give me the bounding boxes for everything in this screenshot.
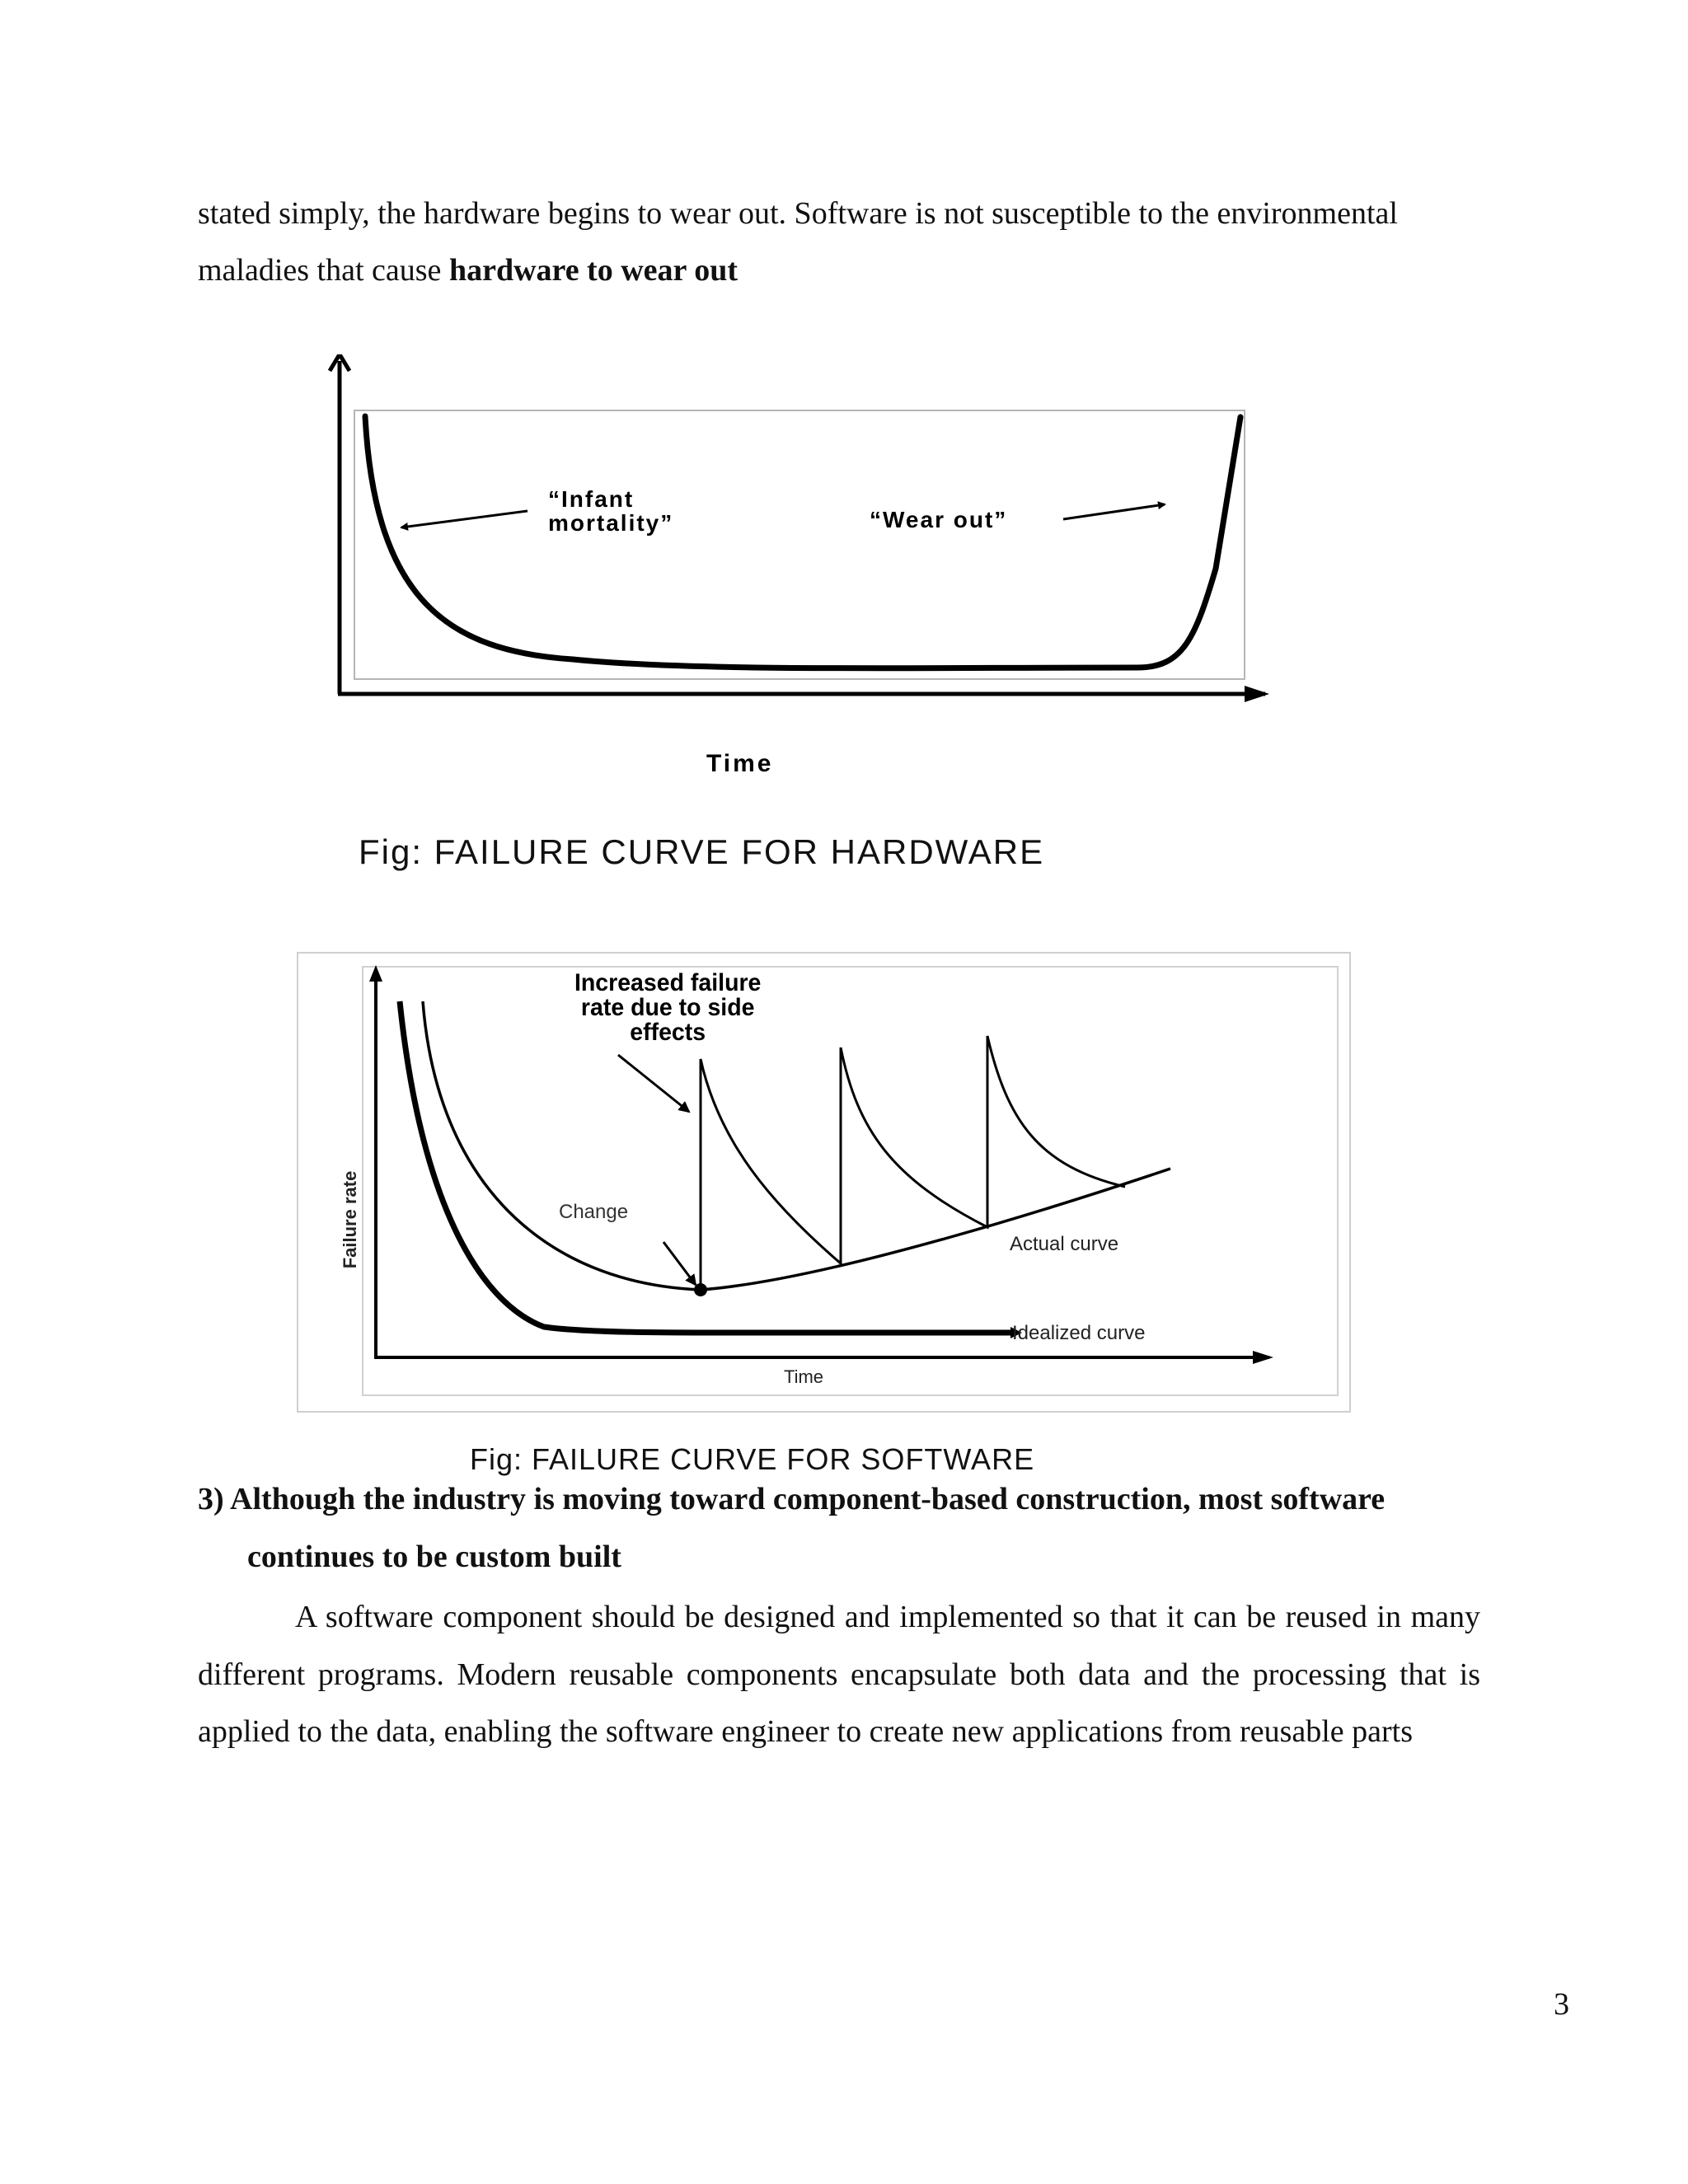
actual-curve-label: Actual curve xyxy=(1010,1233,1119,1255)
section-3-paragraph xyxy=(198,1589,1480,1761)
section-3-heading-line-1: 3) Although the industry is moving toward component-based construction, most software xyxy=(198,1482,1386,1516)
infant-label-line-2: mortality” xyxy=(548,510,674,536)
change-point xyxy=(694,1283,707,1296)
wear-out-label: “Wear out” xyxy=(870,507,1008,532)
increased-failure-label-line-3: effects xyxy=(630,1019,706,1047)
intro-line-2 xyxy=(198,246,738,294)
hardware-x-axis-arrow xyxy=(1245,686,1269,702)
increased-failure-label-line-1: Increased failure xyxy=(574,969,762,997)
infant-mortality-arrow xyxy=(401,511,528,527)
hardware-failure-curve-figure xyxy=(326,354,1298,799)
infant-label-line-1: “Infant xyxy=(548,486,635,512)
intro-line-2-bold: hardware to wear out xyxy=(448,253,738,288)
section-3-paragraph-text: A software component should be designed and implemented so that it can be reused in many different programs. Modern reusable components encapsulate both data and the processing that is applied to the data, enabling the software engineer to create new applications from reusable parts xyxy=(198,1600,1480,1749)
intro-line-2-text: maladies that cause xyxy=(198,253,449,288)
increased-failure-arrow xyxy=(618,1055,689,1112)
software-y-label: Failure rate xyxy=(340,1170,360,1269)
page-number: 3 xyxy=(1554,1987,1569,2022)
hardware-x-label: Time xyxy=(706,750,774,777)
hardware-plot-frame xyxy=(354,410,1245,679)
change-label: Change xyxy=(559,1201,629,1223)
section-3-heading-line-2: continues to be custom built xyxy=(247,1540,621,1574)
intro-line-1: stated simply, the hardware begins to wear out. Software is not susceptible to the environmental xyxy=(198,196,1398,231)
idealized-curve-label: Idealized curve xyxy=(1012,1322,1146,1344)
software-failure-curve-figure xyxy=(297,952,1351,1413)
change-arrow xyxy=(663,1242,696,1285)
software-x-label: Time xyxy=(783,1366,824,1387)
software-figure-caption: Fig: FAILURE CURVE FOR SOFTWARE xyxy=(470,1442,1035,1476)
software-x-axis-arrow xyxy=(1253,1351,1273,1364)
wear-out-arrow xyxy=(1063,504,1165,519)
hardware-figure-caption: Fig: FAILURE CURVE FOR HARDWARE xyxy=(359,832,1045,871)
idealized-curve xyxy=(400,1001,1014,1333)
bathtub-curve xyxy=(365,416,1240,668)
increased-failure-label-line-2: rate due to side xyxy=(580,994,755,1022)
